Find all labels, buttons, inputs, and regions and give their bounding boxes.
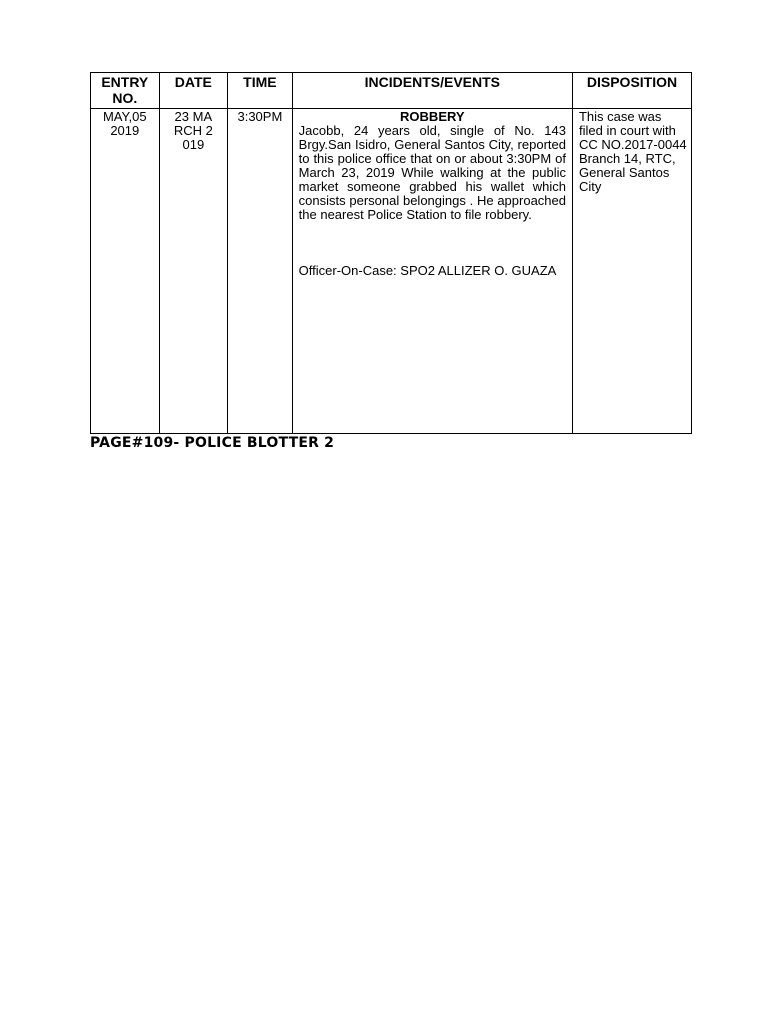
table-row: [91, 109, 692, 434]
header-disposition: DISPOSITION: [572, 73, 691, 109]
page-footer-label: PAGE#109- POLICE BLOTTER 2: [90, 435, 335, 451]
header-incidents: INCIDENTS/EVENTS: [292, 73, 572, 109]
police-blotter-table: [90, 72, 692, 434]
header-time: TIME: [228, 73, 293, 109]
incident-body: Jacobb, 24 years old, single of No. 143 Brgy.San Isidro, General Santos City, reported to this police office that on or about 3:30PM of March 23, 2019 While walking at the public market someone grabbed his wallet which consists personal belongings . He approached the nearest Police Station to file robbery.: [298, 123, 566, 222]
incident-title: ROBBERY: [400, 109, 465, 124]
date-cell: [159, 109, 228, 434]
disposition-value: This case was filed in court with CC NO.2017-0044 Branch 14, RTC, General Santos City: [578, 109, 687, 194]
header-date: DATE: [159, 73, 228, 109]
time-cell: [228, 109, 293, 434]
entry-no-value: MAY,05 2019: [102, 109, 147, 138]
incident-cell: [292, 109, 572, 434]
table-header: [91, 73, 692, 109]
entry-no-cell: [91, 109, 160, 434]
time-value: 3:30PM: [237, 109, 283, 124]
header-entry-no: ENTRY NO.: [91, 73, 160, 109]
disposition-cell: [572, 109, 691, 434]
officer-on-case: Officer-On-Case: SPO2 ALLIZER O. GUAZA: [298, 263, 557, 278]
date-value: 23 MARCH 2019: [173, 109, 213, 152]
header-row: [91, 73, 692, 109]
